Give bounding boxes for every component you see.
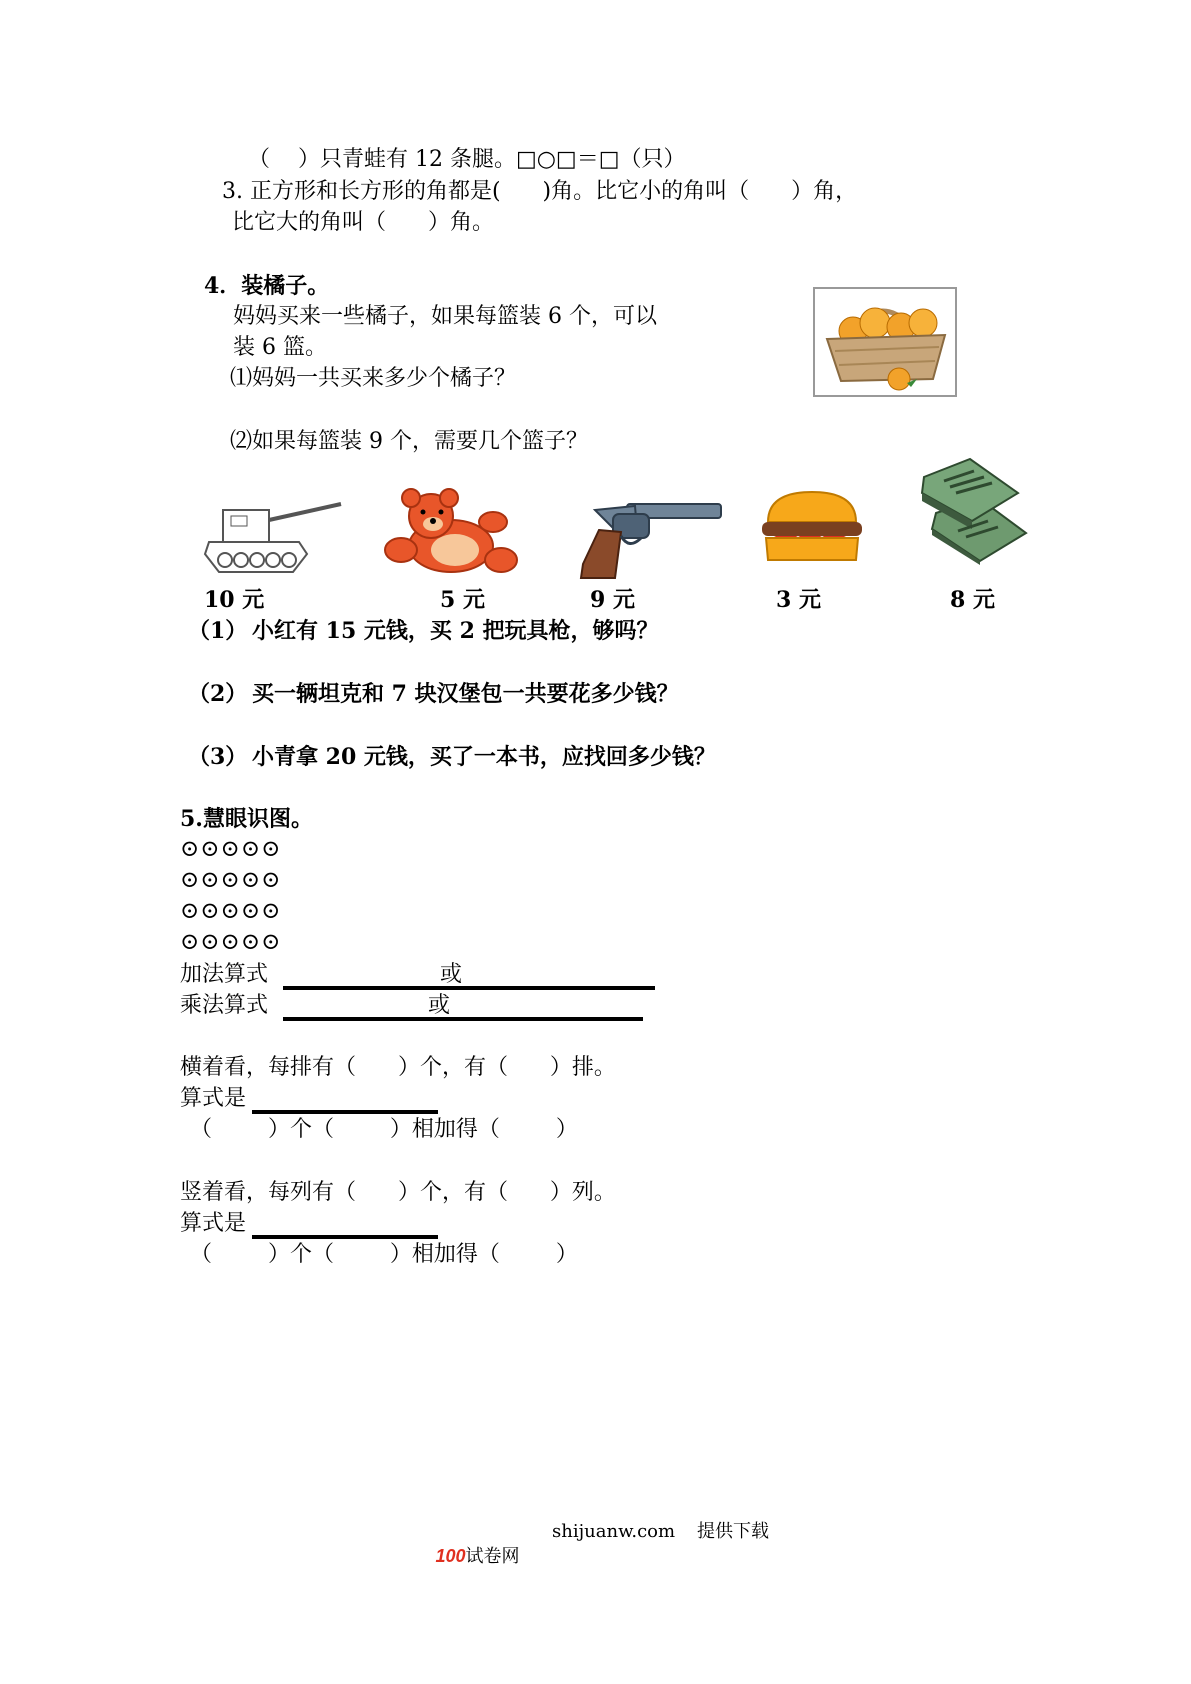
footer-logo xyxy=(424,1520,520,1569)
row-formula-line[interactable] xyxy=(252,1110,438,1114)
toy-question-1-text: 小红有 15 元钱，买 2 把玩具枪，够吗？ xyxy=(252,618,659,644)
column-formula-label: 算式是 xyxy=(180,1211,247,1236)
footer-site[interactable]: shijuanw.com xyxy=(552,1521,676,1542)
addition-label: 加法算式 xyxy=(180,962,269,987)
multiplication-label: 乘法算式 xyxy=(180,993,269,1018)
footer-logo-number: 100 xyxy=(435,1546,466,1566)
toy-question-2-num: （2） xyxy=(188,681,248,707)
dot-row-1: ⊙⊙⊙⊙⊙ xyxy=(180,836,282,862)
q4-sub1: ⑴妈妈一共买来多少个橘子？ xyxy=(230,366,517,391)
book-icon xyxy=(918,455,1028,565)
toy-question-2-text: 买一辆坦克和 7 块汉堡包一共要花多少钱？ xyxy=(252,681,679,707)
teddy-bear-price: 5 元 xyxy=(440,587,485,613)
tank-price: 10 元 xyxy=(204,587,265,613)
toy-question-3-num: （3） xyxy=(188,744,248,770)
toy-question-3-text: 小青拿 20 元钱，买了一本书，应找回多少钱？ xyxy=(252,744,716,770)
q3-line2: 比它大的角叫（ ）角。 xyxy=(232,210,494,235)
addition-or: 或 xyxy=(440,962,463,987)
column-sum-line: （ ）个（ ）相加得（ ） xyxy=(190,1242,578,1267)
hamburger-icon xyxy=(760,490,864,562)
column-formula-line[interactable] xyxy=(252,1235,438,1239)
toy-gun-price: 9 元 xyxy=(590,587,635,613)
hamburger-price: 3 元 xyxy=(776,587,821,613)
row-view-question: 横着看，每排有（ ）个，有（ ）排。 xyxy=(180,1055,616,1080)
multiplication-answer-line[interactable] xyxy=(283,1017,643,1021)
footer-note: 提供下载 xyxy=(697,1521,769,1542)
orange-basket-icon xyxy=(813,287,957,397)
book-price: 8 元 xyxy=(950,587,995,613)
addition-answer-line[interactable] xyxy=(283,986,655,990)
dot-row-4: ⊙⊙⊙⊙⊙ xyxy=(180,929,282,955)
q4-sub2: ⑵如果每篮装 9 个，需要几个篮子？ xyxy=(230,429,588,454)
toy-gun-icon xyxy=(575,500,725,582)
multiplication-or: 或 xyxy=(428,993,451,1018)
q5-title: 5.慧眼识图。 xyxy=(180,806,313,832)
q4-text-line1: 妈妈买来一些橘子，如果每篮装 6 个，可以 xyxy=(233,304,657,329)
q2-tail-text: （ ）只青蛙有 12 条腿。□○□＝□（只） xyxy=(248,147,686,172)
row-sum-line: （ ）个（ ）相加得（ ） xyxy=(190,1117,578,1142)
tank-icon xyxy=(203,496,345,576)
row-formula-label: 算式是 xyxy=(180,1086,247,1111)
teddy-bear-icon xyxy=(383,488,521,578)
q3-line1: 3. 正方形和长方形的角都是( )角。比它小的角叫（ ）角， xyxy=(222,179,858,204)
toy-question-1-num: （1） xyxy=(188,618,248,644)
q4-text-line2: 装 6 篮。 xyxy=(233,335,327,360)
dot-row-2: ⊙⊙⊙⊙⊙ xyxy=(180,867,282,893)
footer-logo-text: 试卷网 xyxy=(465,1546,520,1567)
q4-title: 4．装橘子。 xyxy=(204,273,330,299)
column-view-question: 竖着看，每列有（ ）个，有（ ）列。 xyxy=(180,1180,616,1205)
dot-row-3: ⊙⊙⊙⊙⊙ xyxy=(180,898,282,924)
